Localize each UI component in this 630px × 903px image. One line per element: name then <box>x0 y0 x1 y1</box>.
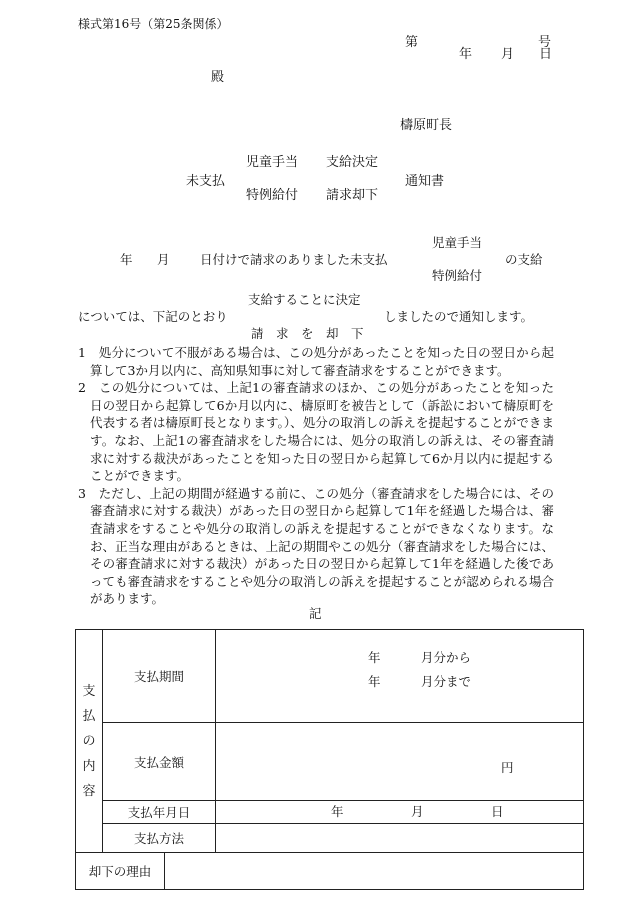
issuer: 檮原町長 <box>400 118 453 133</box>
body-month: 月 <box>157 252 170 267</box>
title-option-special-benefit: 特例給付 <box>246 188 299 203</box>
body-option-special-benefit: 特例給付 <box>432 268 483 283</box>
note-text: この処分については、上記1の審査請求のほか、この処分があったことを知った日の翌日から起算して6か月以内に、檮原町を被告として（訴訟において檮原町を代表する者は檮原町長となります。）、処分の取消しの訴えを提起することができます。なお、上記1の審査請求をした場合には、処分の取消しの訴えは、その審査請求に対する裁決があったことを知った日の翌日から起算して6か月以内に提起することができます。 <box>90 380 554 484</box>
period-from-year: 年 <box>368 650 381 665</box>
amount-label: 支払金額 <box>103 723 216 801</box>
payment-date-label: 支払年月日 <box>103 801 216 824</box>
title-option-claim-rejection: 請求却下 <box>326 188 379 203</box>
addressee-suffix: 殿 <box>211 70 225 85</box>
group-label-char: 支 <box>82 683 96 699</box>
group-label-char: 払 <box>82 708 96 724</box>
amount-unit: 円 <box>501 760 514 775</box>
note-number: 2 <box>78 380 86 396</box>
body-year: 年 <box>120 252 133 267</box>
body-middle: 日付けで請求のありました未支払 <box>200 252 388 267</box>
note-number: 1 <box>78 345 86 360</box>
amount-value <box>216 723 584 801</box>
date-day: 日 <box>539 47 553 62</box>
note-text: ただし、上記の期間が経過する前に、この処分（審査請求をした場合には、その審査請求に対する裁決）があった日の翌日から起算して1年を経過した場合は、審査請求をすることや処分の取消しの訴えを提起することができなくなります。なお、正当な理由があるときは、上記の期間やこの処分（審査請求をした場合には、その審査請求に対する裁決）があった日の翌日から起算して1年を経過した後であっても審査請求をすることや処分の取消しの訴えを提起することが認められる場合があります。 <box>90 485 554 607</box>
body-option-child-allowance: 児童手当 <box>432 235 483 250</box>
decision-option-reject: 請 求 を 却 下 <box>251 326 364 341</box>
payment-details-table <box>75 629 584 890</box>
group-label-char: 容 <box>82 783 96 799</box>
payment-date-year: 年 <box>331 803 344 819</box>
title-option-child-allowance: 児童手当 <box>246 155 299 170</box>
notes <box>78 344 554 608</box>
payment-method-value <box>216 824 584 853</box>
payment-method-label: 支払方法 <box>103 824 216 853</box>
note-item-3 <box>78 485 554 608</box>
period-to-year: 年 <box>368 674 381 689</box>
note-text: 処分について不服がある場合は、この処分があったことを知った日の翌日から起算して3か月以内に、高知県知事に対して審査請求をすることができます。 <box>90 345 554 378</box>
body-line2-suffix: しましたので通知します。 <box>384 309 534 324</box>
payment-date-month: 月 <box>411 803 424 819</box>
body-tail: の支給 <box>505 252 543 267</box>
period-label: 支払期間 <box>103 630 216 723</box>
ki-heading: 記 <box>309 606 322 621</box>
title-suffix: 通知書 <box>405 174 445 189</box>
note-item-2 <box>78 379 554 485</box>
title-option-payment-decision: 支給決定 <box>326 155 379 170</box>
rejection-reason-label: 却下の理由 <box>76 853 165 890</box>
group-label-char: の <box>82 733 96 749</box>
period-from-rest: 月分から <box>421 650 472 665</box>
payment-date-day: 日 <box>491 803 504 819</box>
group-label-char: 内 <box>82 758 96 774</box>
decision-option-pay: 支給することに決定 <box>248 292 361 307</box>
number-suffix: 号 <box>538 35 552 50</box>
body-line2-prefix: については、下記のとおり <box>78 309 228 324</box>
note-number: 3 <box>78 485 86 501</box>
note-item-1 <box>78 344 554 379</box>
form-label: 様式第16号（第25条関係） <box>78 17 229 31</box>
period-value <box>216 630 584 723</box>
rejection-reason-value <box>165 853 584 890</box>
title-prefix: 未支払 <box>186 174 226 189</box>
group-label-cell <box>76 630 103 853</box>
number-prefix: 第 <box>405 35 419 50</box>
date-month: 月 <box>501 47 515 62</box>
date-year: 年 <box>459 47 473 62</box>
period-to-rest: 月分まで <box>421 674 472 689</box>
payment-date-value <box>216 801 584 824</box>
